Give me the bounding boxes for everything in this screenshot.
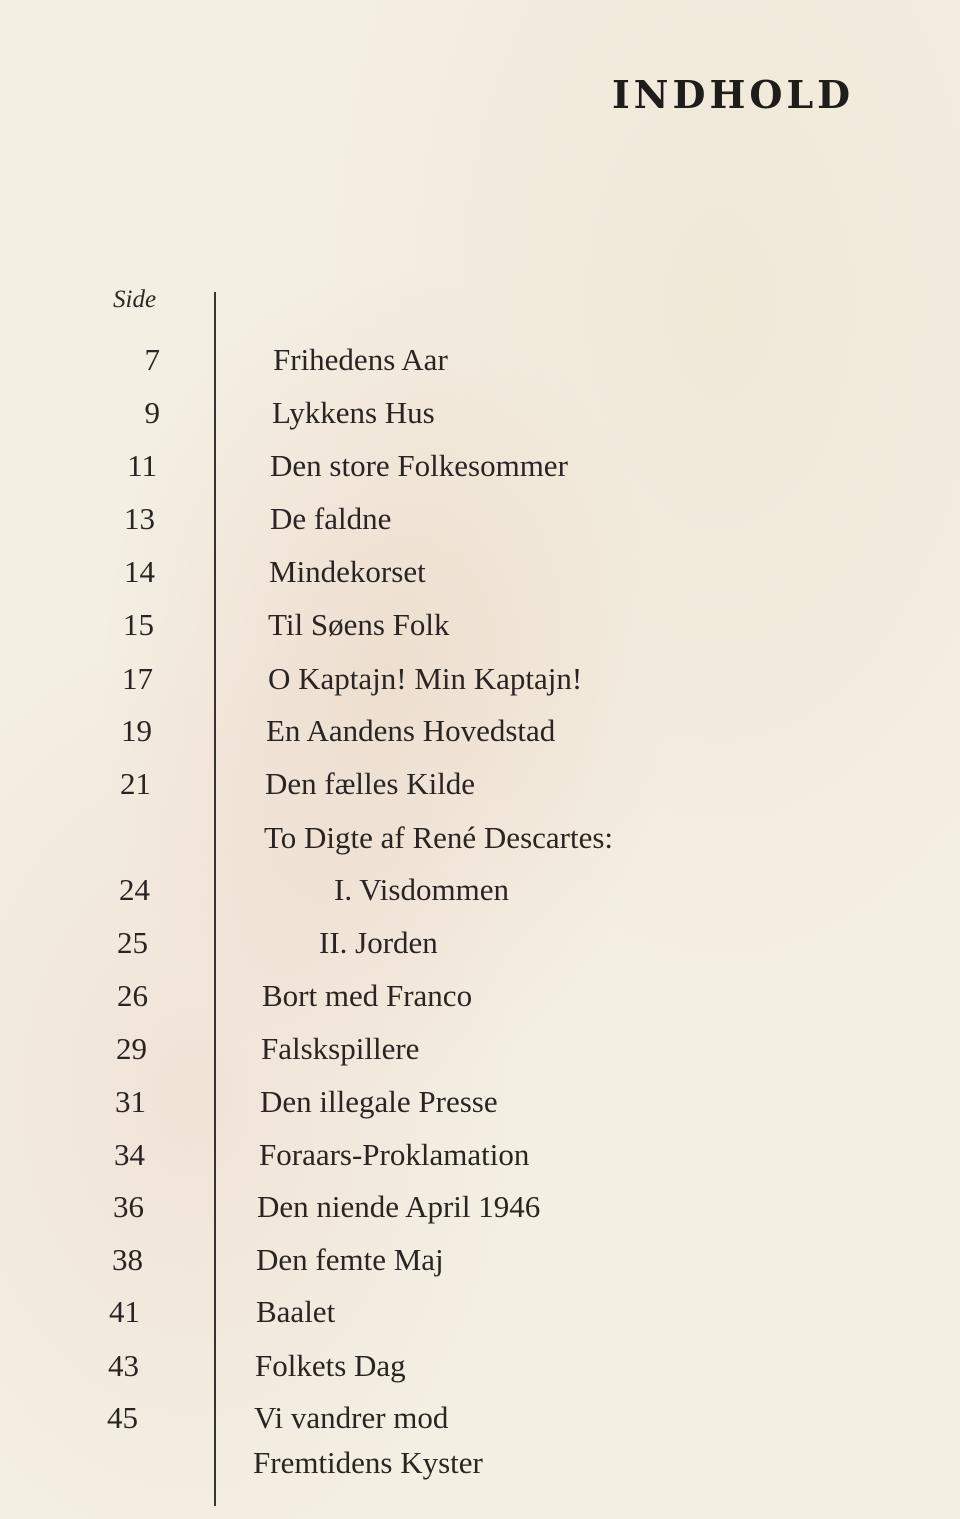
toc-page-number: 45 — [107, 1400, 138, 1435]
toc-page-number: 11 — [127, 448, 157, 483]
toc-entry-title: De faldne — [270, 501, 392, 536]
toc-page-number: 31 — [115, 1084, 146, 1119]
toc-entry-title: Foraars-Proklamation — [259, 1137, 530, 1172]
toc-entry-title: I. Visdommen — [334, 872, 509, 907]
column-divider — [214, 292, 216, 1506]
toc-entry-title: Mindekorset — [269, 554, 426, 589]
toc-entry-title: II. Jorden — [319, 925, 438, 960]
toc-entry-title: Vi vandrer mod — [254, 1400, 449, 1435]
toc-page-number: 21 — [120, 766, 151, 801]
toc-entry-title: Til Søens Folk — [268, 607, 450, 642]
toc-page-number: 24 — [119, 872, 150, 907]
toc-entry-title: Lykkens Hus — [272, 395, 435, 430]
toc-entry-title: Baalet — [256, 1294, 336, 1329]
toc-page-number: 43 — [108, 1348, 139, 1383]
toc-entry-title: Den niende April 1946 — [257, 1189, 541, 1224]
toc-entry-title: O Kaptajn! Min Kaptajn! — [268, 661, 583, 696]
toc-entry-title: En Aandens Hovedstad — [266, 713, 556, 748]
toc-page-number: 29 — [116, 1031, 147, 1066]
toc-entry-title: Falskspillere — [261, 1031, 420, 1066]
toc-entry-title: Fremtidens Kyster — [253, 1445, 483, 1480]
toc-page-number: 14 — [124, 554, 155, 589]
toc-page-number: 7 — [144, 342, 160, 377]
toc-page-number: 38 — [112, 1242, 143, 1277]
toc-entry-title: Den store Folkesommer — [270, 448, 568, 483]
toc-page-number: 17 — [122, 661, 153, 696]
toc-entry-title: Den femte Maj — [256, 1242, 444, 1277]
toc-entry-title: To Digte af René Descartes: — [264, 820, 614, 855]
toc-page-number: 13 — [124, 501, 155, 536]
toc-entry-title: Den fælles Kilde — [265, 766, 476, 801]
toc-entry-title: Frihedens Aar — [273, 342, 448, 377]
toc-entry-title: Bort med Franco — [262, 978, 473, 1013]
toc-entry-title: Folkets Dag — [255, 1348, 406, 1383]
toc-page-number: 19 — [121, 713, 152, 748]
toc-page-number: 36 — [113, 1189, 144, 1224]
toc-page-number: 41 — [109, 1294, 140, 1329]
toc-page-number: 15 — [123, 607, 154, 642]
toc-page-number: 9 — [144, 395, 160, 430]
page-title: INDHOLD — [612, 72, 855, 117]
side-column-label: Side — [113, 286, 157, 313]
toc-page-number: 25 — [117, 925, 148, 960]
toc-page-number: 26 — [117, 978, 148, 1013]
toc-entry-title: Den illegale Presse — [260, 1084, 498, 1119]
toc-page-number: 34 — [114, 1137, 145, 1172]
